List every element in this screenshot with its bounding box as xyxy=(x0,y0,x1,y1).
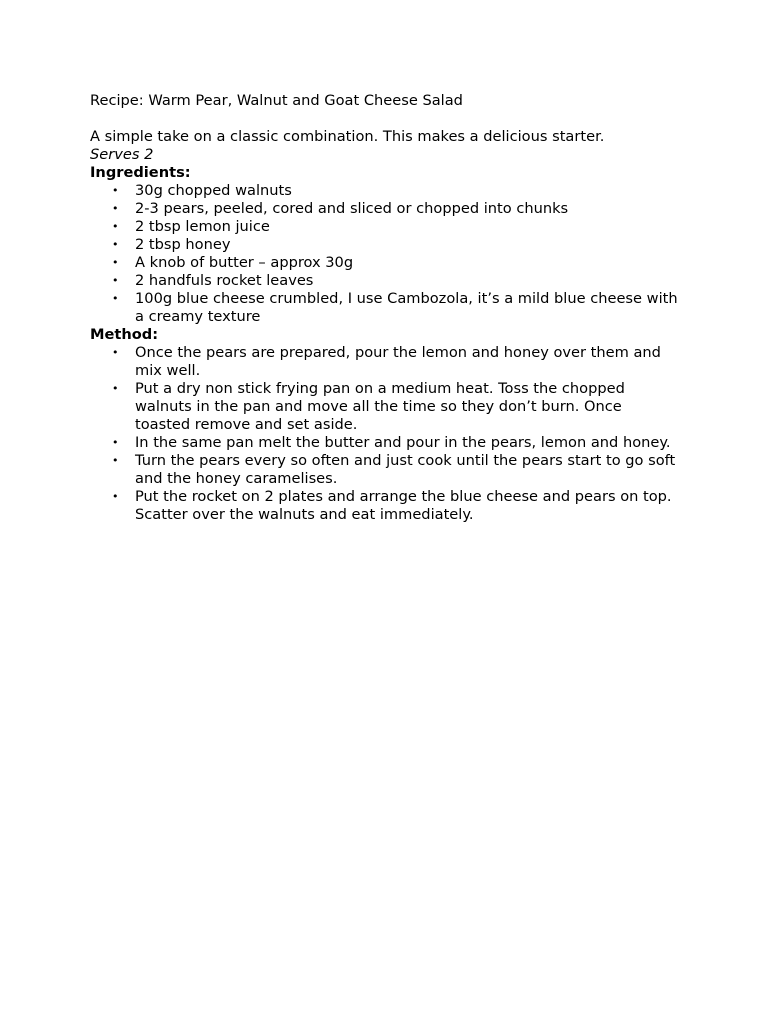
bullet-icon: • xyxy=(112,454,119,467)
bullet-icon: • xyxy=(112,490,119,503)
list-item xyxy=(90,182,680,200)
method-list xyxy=(90,344,680,524)
ingredient-text: A knob of butter – approx 30g xyxy=(135,254,354,271)
method-step-text: Put a dry non stick frying pan on a medium heat. Toss the chopped walnuts in the pan and move all the time so they don’t burn. Once toasted remove and set aside. xyxy=(135,380,625,433)
ingredient-text: 2 tbsp lemon juice xyxy=(135,218,270,235)
recipe-intro: A simple take on a classic combination. This makes a delicious starter. xyxy=(90,128,605,145)
bullet-icon: • xyxy=(112,292,119,305)
ingredients-list xyxy=(90,182,680,326)
list-item xyxy=(90,218,680,236)
list-item xyxy=(90,200,680,218)
bullet-icon: • xyxy=(112,346,119,359)
ingredient-text: 2-3 pears, peeled, cored and sliced or chopped into chunks xyxy=(135,200,569,217)
bullet-icon: • xyxy=(112,256,119,269)
bullet-icon: • xyxy=(112,184,119,197)
ingredient-text: 2 tbsp honey xyxy=(135,236,231,253)
bullet-icon: • xyxy=(112,238,119,251)
ingredients-heading: Ingredients: xyxy=(90,164,191,181)
bullet-icon: • xyxy=(112,382,119,395)
ingredient-text: 2 handfuls rocket leaves xyxy=(135,272,314,289)
ingredient-text: 30g chopped walnuts xyxy=(135,182,292,199)
bullet-icon: • xyxy=(112,436,119,449)
document-page xyxy=(90,92,680,524)
list-item xyxy=(90,380,680,434)
ingredient-text: 100g blue cheese crumbled, I use Cambozola, it’s a mild blue cheese with a creamy texture xyxy=(135,290,678,325)
bullet-icon: • xyxy=(112,202,119,215)
bullet-icon: • xyxy=(112,220,119,233)
recipe-title: Recipe: Warm Pear, Walnut and Goat Cheese Salad xyxy=(90,92,463,109)
recipe-serves: Serves 2 xyxy=(90,146,154,163)
blank-line xyxy=(90,110,680,128)
list-item xyxy=(90,452,680,488)
method-step-text: Put the rocket on 2 plates and arrange the blue cheese and pears on top. Scatter over the walnuts and eat immediately. xyxy=(135,488,672,523)
bullet-icon: • xyxy=(112,274,119,287)
list-item xyxy=(90,236,680,254)
method-step-text: In the same pan melt the butter and pour in the pears, lemon and honey. xyxy=(135,434,671,451)
list-item xyxy=(90,488,680,524)
method-step-text: Turn the pears every so often and just cook until the pears start to go soft and the honey caramelises. xyxy=(135,452,676,487)
list-item xyxy=(90,254,680,272)
list-item xyxy=(90,272,680,290)
list-item xyxy=(90,290,680,326)
method-step-text: Once the pears are prepared, pour the lemon and honey over them and mix well. xyxy=(135,344,661,379)
list-item xyxy=(90,434,680,452)
method-heading: Method: xyxy=(90,326,159,343)
list-item xyxy=(90,344,680,380)
